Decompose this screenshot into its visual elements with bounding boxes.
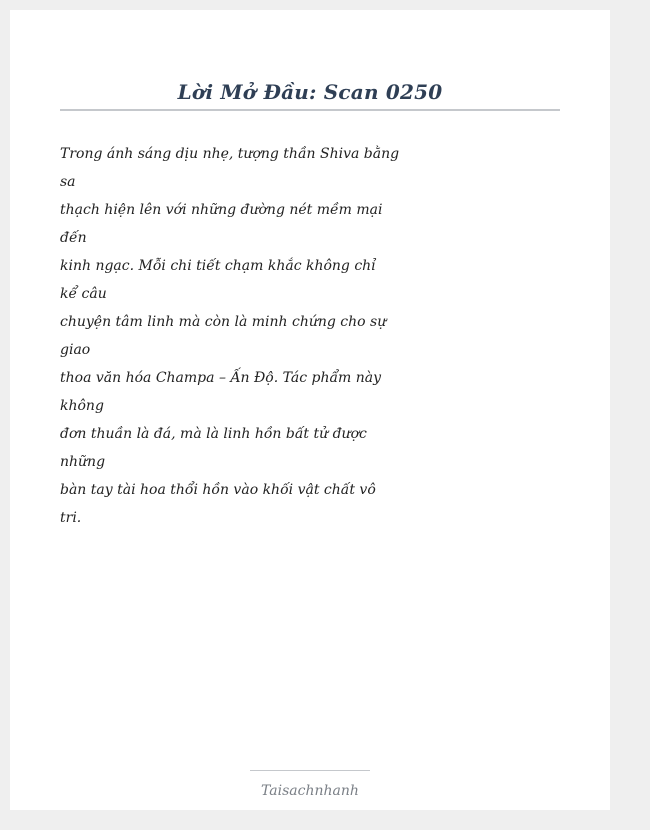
text-line: bàn tay tài hoa thổi hồn vào khối vật chất vô bbox=[60, 482, 376, 498]
text-line: kể câu bbox=[60, 286, 107, 302]
text-line: những bbox=[60, 454, 106, 470]
text-line: kinh ngạc. Mỗi chi tiết chạm khắc không chỉ bbox=[60, 258, 376, 274]
text-line: thoa văn hóa Champa – Ấn Độ. Tác phẩm này bbox=[60, 370, 382, 386]
footer-divider bbox=[250, 770, 370, 771]
text-line: không bbox=[60, 398, 104, 414]
body-paragraph bbox=[60, 140, 400, 532]
text-line: chuyện tâm linh mà còn là minh chứng cho sự bbox=[60, 314, 387, 330]
footer-brand: Taisachnhanh bbox=[261, 783, 359, 799]
page-title: Lời Mở Đầu: Scan 0250 bbox=[177, 80, 443, 104]
text-line: giao bbox=[60, 342, 91, 358]
text-line: sa bbox=[60, 174, 76, 190]
text-line: Trong ánh sáng dịu nhẹ, tượng thần Shiva bằng bbox=[60, 146, 400, 162]
document-page bbox=[10, 10, 610, 810]
text-line: thạch hiện lên với những đường nét mềm mại bbox=[60, 202, 383, 218]
title-divider bbox=[60, 109, 560, 111]
text-line: tri. bbox=[60, 510, 82, 526]
text-line: đơn thuần là đá, mà là linh hồn bất tử được bbox=[60, 426, 367, 442]
text-line: đến bbox=[60, 230, 87, 246]
